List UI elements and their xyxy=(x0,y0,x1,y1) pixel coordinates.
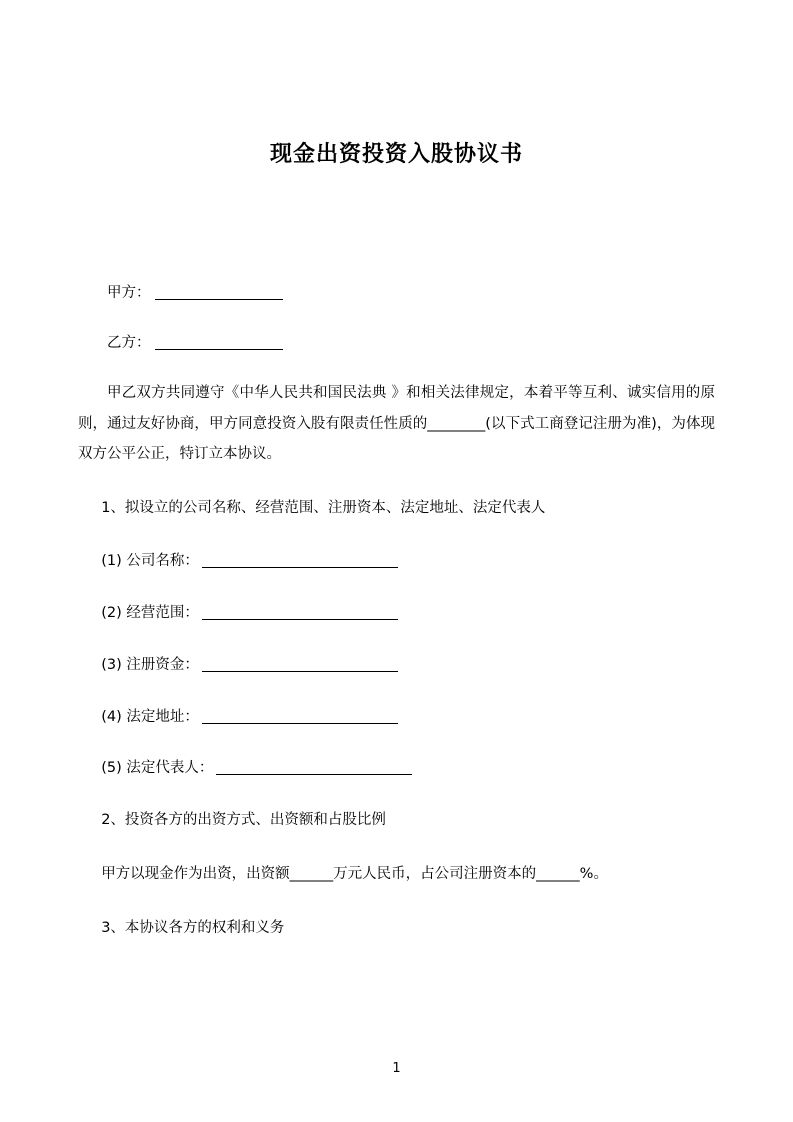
party-a-blank xyxy=(155,299,283,300)
list-item xyxy=(78,651,715,681)
item-label: (4) 法定地址： xyxy=(101,708,199,725)
item-blank xyxy=(202,723,398,724)
party-b-line xyxy=(78,329,715,359)
item-label: (2) 经营范围： xyxy=(101,605,199,622)
item-blank xyxy=(202,567,398,568)
item-blank xyxy=(202,619,398,620)
list-item xyxy=(78,599,715,629)
section-1-title: 1、拟设立的公司名称、经营范围、注册资本、法定地址、法定代表人 xyxy=(101,499,546,516)
section-3-title: 3、本协议各方的权利和义务 xyxy=(101,919,285,936)
party-a-label: 甲方： xyxy=(107,285,151,301)
page-title: 现金出资投资入股协议书 xyxy=(269,142,523,167)
item-blank xyxy=(216,774,412,775)
section-2-title: 2、投资各方的出资方式、出资额和占股比例 xyxy=(101,812,386,829)
item-label: (1) 公司名称： xyxy=(101,553,199,570)
list-item xyxy=(78,754,715,784)
list-item xyxy=(78,703,715,733)
party-a-line xyxy=(78,279,715,309)
list-item xyxy=(78,547,715,577)
party-b-blank xyxy=(155,349,283,350)
intro-paragraph: 甲乙双方共同遵守《中华人民共和国民法典 》和相关法律规定，本着平等互利、诚实信用的原则，通过友好协商，甲方同意投资入股有限责任性质的________(以下式工商登记注册为准)，为体现双方公平公正，特订立本协议。 xyxy=(78,385,715,463)
item-blank xyxy=(202,671,398,672)
item-label: (3) 注册资金： xyxy=(101,656,199,673)
page-number: 1 xyxy=(392,1061,401,1076)
item-label: (5) 法定代表人： xyxy=(101,760,214,777)
title-spacer xyxy=(78,171,715,279)
party-b-label: 乙方： xyxy=(107,334,151,351)
section-2-body: 甲方以现金作为出资，出资额______万元人民币，占公司注册资本的______%。 xyxy=(101,865,608,882)
